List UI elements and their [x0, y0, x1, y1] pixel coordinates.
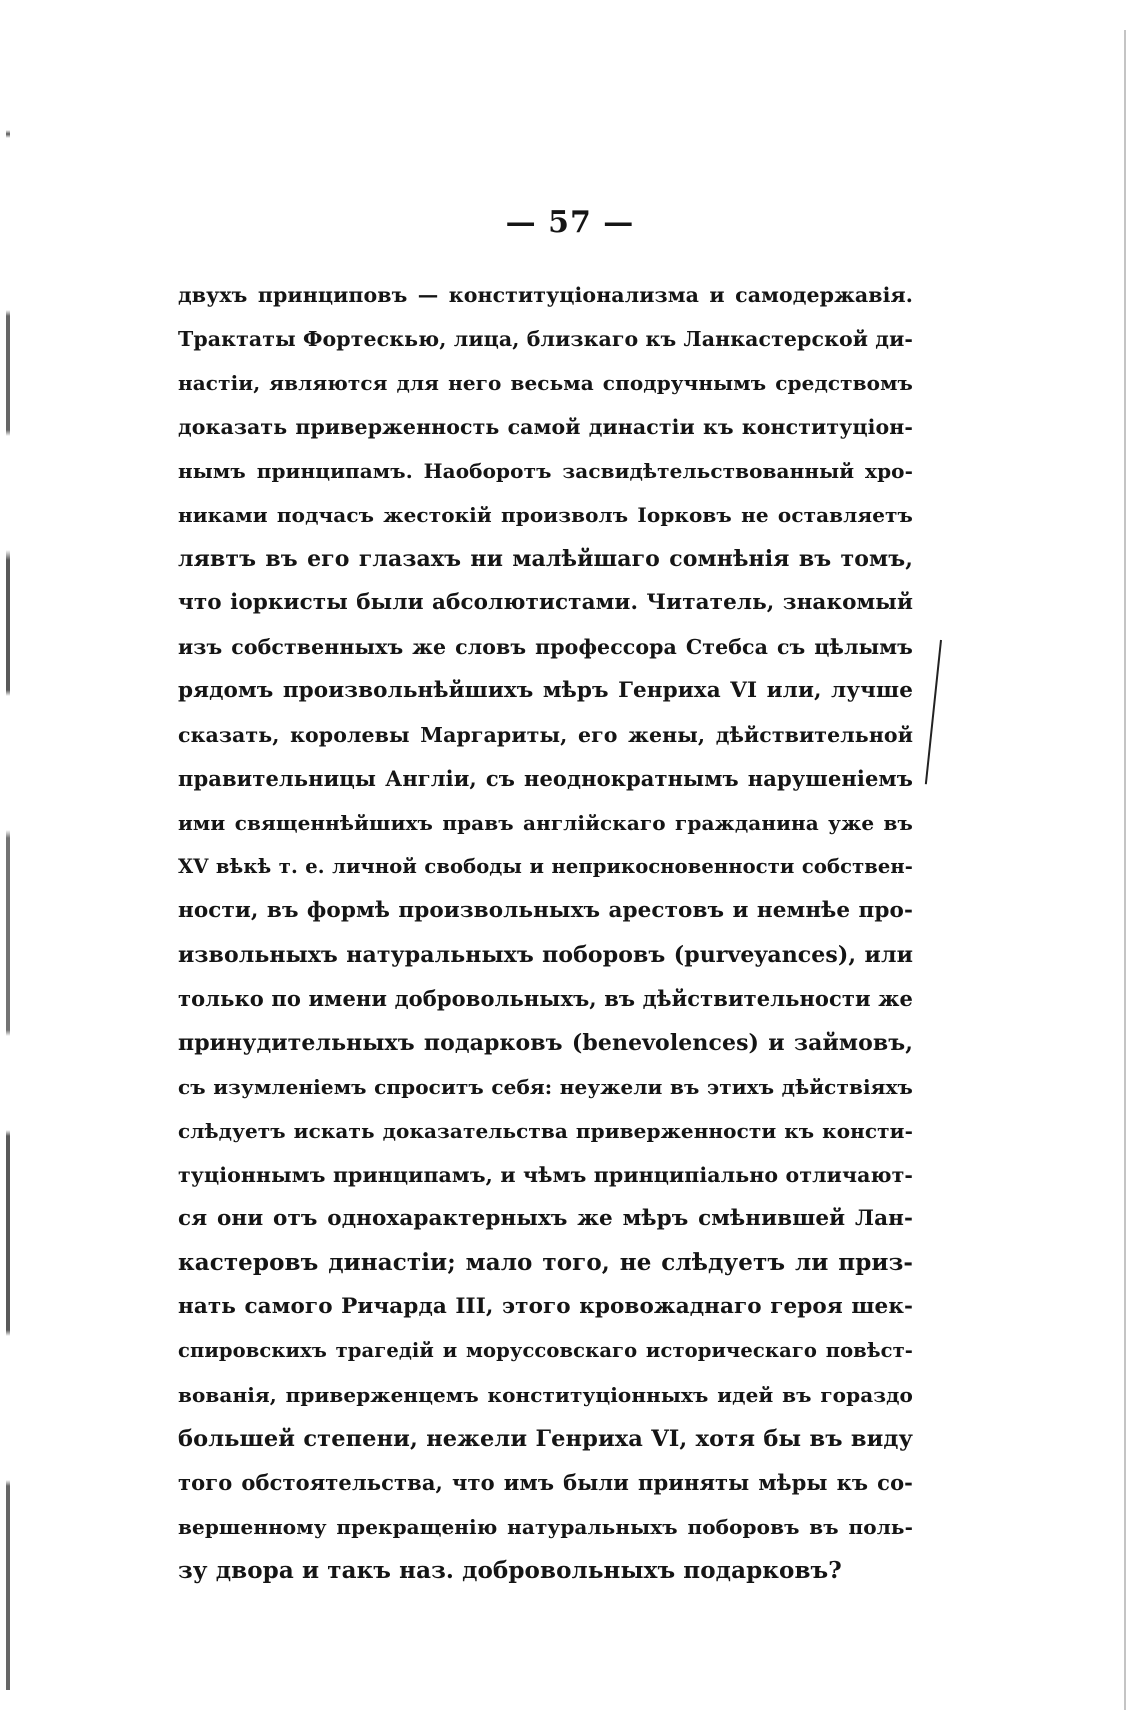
text-line-13: ими священнѣйшихъ правъ англійскаго гражданина уже въ [178, 811, 913, 835]
text-line-4: доказать приверженность самой династіи къ конституціон- [178, 415, 913, 439]
text-line-11: сказать, королевы Маргариты, его жены, дѣйствительной [178, 723, 913, 747]
scan-edge-right [1124, 30, 1126, 1710]
text-line-25: спировскихъ трагедій и моруссовскаго историческаго повѣст- [178, 1339, 913, 1362]
text-line-9: изъ собственныхъ же словъ профессора Стебса съ цѣлымъ [178, 635, 913, 659]
page-number: — 57 — [505, 205, 635, 240]
text-line-6: никами подчасъ жестокій произволъ Іорковъ не оставляетъ [178, 503, 913, 527]
scan-edge-left [6, 130, 10, 1690]
text-line-1: двухъ принциповъ — конституціонализма и самодержавія. [178, 283, 913, 307]
text-line-7: лявтъ въ его глазахъ ни малѣйшаго сомнѣнія въ томъ, [178, 546, 913, 572]
text-line-17: только по имени добровольныхъ, въ дѣйствительности же [178, 986, 913, 1011]
text-line-26: вованія, приверженцемъ конституціонныхъ идей въ гораздо [178, 1383, 913, 1407]
text-line-14: XV вѣкѣ т. е. личной свободы и неприкосновенности собствен- [178, 855, 913, 878]
text-line-16: извольныхъ натуральныхъ поборовъ (purveyances), или [178, 942, 913, 968]
text-line-2: Трактаты Фортескью, лица, близкаго къ Ланкастерской ди- [178, 327, 913, 351]
text-line-29: вершенному прекращенію натуральныхъ поборовъ въ поль- [178, 1515, 913, 1539]
text-line-30: зу двора и такъ наз. добровольныхъ подарковъ? [178, 1557, 842, 1584]
body-text [178, 273, 913, 1593]
text-line-10: рядомъ произвольнѣйшихъ мѣръ Генриха VI или, лучше [178, 678, 913, 703]
text-line-24: нать самого Ричарда III, этого кровожаднаго героя шек- [178, 1294, 913, 1319]
text-line-21: туціоннымъ принципамъ, и чѣмъ принципіально отличают- [178, 1163, 913, 1187]
text-line-5: нымъ принципамъ. Наоборотъ засвидѣтельствованный хро- [178, 459, 913, 483]
text-line-19: съ изумленіемъ спроситъ себя: неужели въ этихъ дѣйствіяхъ [178, 1075, 913, 1099]
text-line-20: слѣдуетъ искать доказательства приверженности къ консти- [178, 1119, 913, 1143]
text-line-23: кастеровъ династіи; мало того, не слѣдуетъ ли приз- [178, 1249, 913, 1276]
text-line-15: ности, въ формѣ произвольныхъ арестовъ и немнѣе про- [178, 898, 913, 923]
text-line-28: того обстоятельства, что имъ были приняты мѣры къ со- [178, 1470, 913, 1495]
text-line-27: большей степени, нежели Генриха VI, хотя бы въ виду [178, 1426, 913, 1452]
margin-pencil-mark [925, 640, 942, 784]
text-line-12: правительницы Англіи, съ неоднократнымъ нарушеніемъ [178, 766, 913, 791]
text-line-3: настіи, являются для него весьма сподручнымъ средствомъ [178, 371, 913, 395]
text-line-18: принудительныхъ подарковъ (benevolences) и займовъ, [178, 1030, 913, 1056]
text-line-22: ся они отъ однохарактерныхъ же мѣръ смѣнившей Лан- [178, 1206, 913, 1231]
text-line-8: что іоркисты были абсолютистами. Читатель, знакомый [178, 590, 913, 615]
